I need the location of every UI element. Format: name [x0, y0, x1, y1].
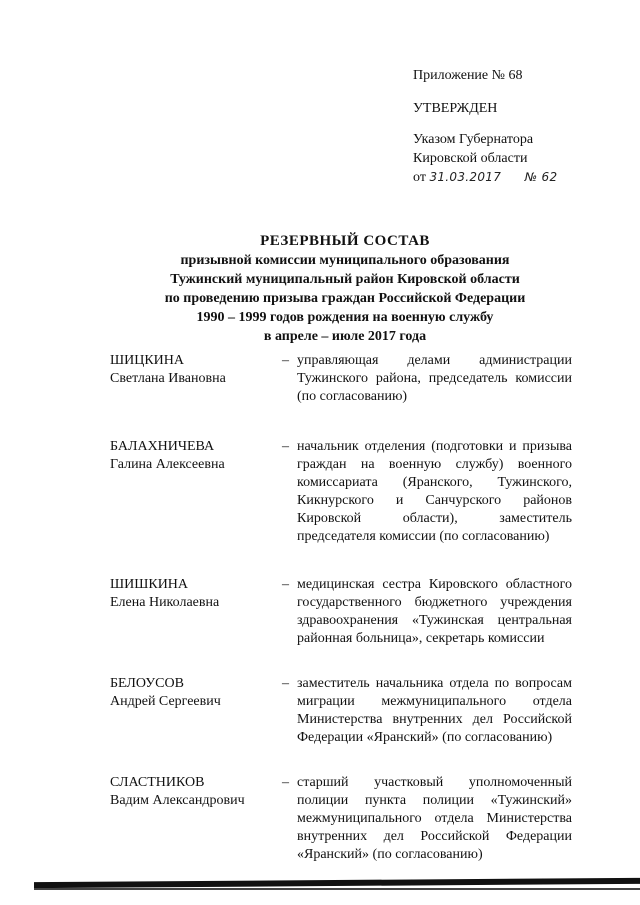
- member-given-name: Елена Николаевна: [110, 595, 220, 610]
- member-name: [110, 352, 280, 388]
- member-surname: ШИШКИНА: [110, 577, 189, 592]
- title-line: призывной комиссии муниципального образования: [180, 253, 510, 268]
- member-entry: [110, 576, 572, 648]
- member-description: управляющая делами администрации Тужинского района, председатель комиссии (по согласованию): [297, 353, 572, 404]
- title-line: Тужинский муниципальный район Кировской области: [170, 272, 520, 287]
- member-dash: –: [282, 775, 289, 790]
- member-description: старший участковый уполномоченный полиции пункта полиции «Тужинский» межмуниципального отдела Министерства внутренних дел Российской Федерации «Яранский» (по согласованию): [297, 775, 572, 862]
- approval-stamp-block: [413, 66, 557, 187]
- member-entry: [110, 438, 572, 546]
- member-surname: СЛАСТНИКОВ: [110, 775, 205, 790]
- document-title: [150, 232, 540, 346]
- scan-edge-bar: [34, 878, 640, 888]
- member-name: [110, 675, 280, 711]
- decree-line-2: Кировской области: [413, 151, 528, 166]
- decree-date-line: [413, 168, 557, 187]
- decree-line-1: Указом Губернатора: [413, 132, 534, 147]
- title-line: по проведению призыва граждан Российской Федерации: [164, 291, 526, 306]
- member-given-name: Андрей Сергеевич: [110, 694, 221, 709]
- handwritten-date: 31.03.2017: [429, 170, 502, 184]
- member-entry: [110, 675, 572, 747]
- date-prefix: от: [413, 170, 426, 185]
- member-dash: –: [282, 676, 289, 691]
- member-dash: –: [282, 353, 289, 368]
- handwritten-number: № 62: [524, 170, 558, 184]
- member-given-name: Светлана Ивановна: [110, 371, 226, 386]
- member-entry: [110, 774, 572, 864]
- member-surname: БЕЛОУСОВ: [110, 676, 184, 691]
- member-surname: ШИЦКИНА: [110, 353, 185, 368]
- member-name: [110, 774, 280, 810]
- approved-label: УТВЕРЖДЕН: [413, 101, 498, 116]
- title-line: в апреле – июле 2017 года: [263, 329, 427, 344]
- member-name: [110, 438, 280, 474]
- scan-edge-line: [34, 888, 640, 890]
- member-name: [110, 576, 280, 612]
- title-line: 1990 – 1999 годов рождения на военную службу: [196, 310, 494, 325]
- members-list: [110, 352, 572, 864]
- member-given-name: Галина Алексеевна: [110, 457, 225, 472]
- member-description: заместитель начальника отдела по вопросам миграции межмуниципального отдела Министерства внутренних дел Российской Федерации «Яранский» (по согласованию): [297, 676, 572, 745]
- member-dash: –: [282, 577, 289, 592]
- title-main: РЕЗЕРВНЫЙ СОСТАВ: [260, 233, 430, 249]
- appendix-number: Приложение № 68: [413, 68, 523, 83]
- member-dash: –: [282, 439, 289, 454]
- member-description: медицинская сестра Кировского областного государственного бюджетного учреждения здравоохранения «Тужинская центральная районная больница», секретарь комиссии: [297, 577, 572, 646]
- member-surname: БАЛАХНИЧЕВА: [110, 439, 215, 454]
- member-given-name: Вадим Александрович: [110, 793, 245, 808]
- member-entry: [110, 352, 572, 406]
- member-description: начальник отделения (подготовки и призыва граждан на военную службу) военного комиссариата (Яранского, Тужинского, Кикнурского и Санчурского районов Кировской области), заместитель председателя комиссии (по согласованию): [297, 439, 572, 544]
